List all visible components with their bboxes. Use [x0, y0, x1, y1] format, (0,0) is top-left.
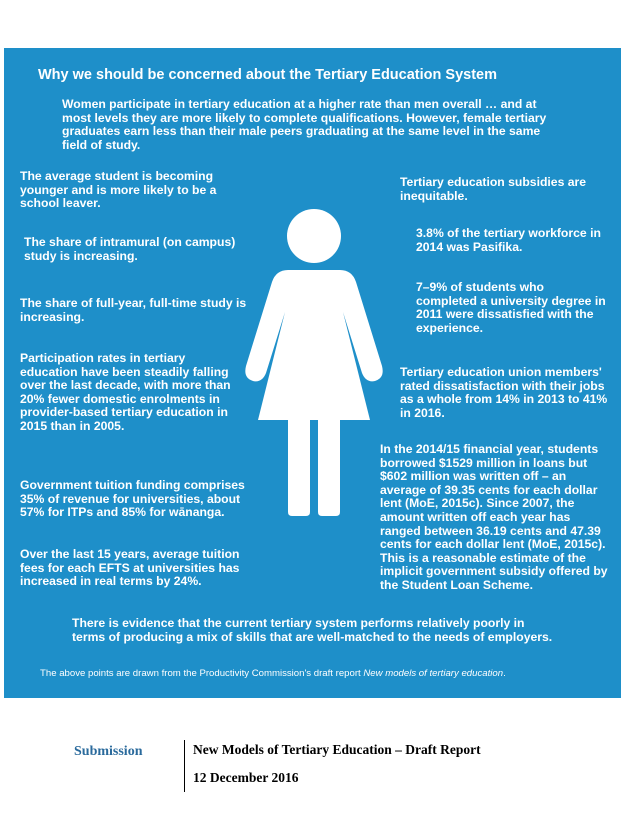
- right-point-5: In the 2014/15 financial year, students borrowed $1529 million in loans but $602 million was written off – an average of 39.35 cents for each dollar lent (MoE, 2015c). Since 2007, the amount written off each year has ranged between 36.19 cents and 47.39 cents for each dollar lent (MoE, 2015c). This is a reasonable estimate of the implicit government subsidy offered by the Student Loan Scheme.: [380, 442, 608, 592]
- left-point-1: The average student is becoming younger and is more likely to be a school leaver.: [20, 169, 217, 211]
- right-point-2: 3.8% of the tertiary workforce in 2014 was Pasifika.: [416, 226, 601, 254]
- source-note: The above points are drawn from the Productivity Commission's draft report New models of tertiary education.: [40, 668, 506, 679]
- right-point-3: 7–9% of students who completed a university degree in 2011 were dissatisfied with the experience.: [416, 280, 606, 335]
- right-point-4: Tertiary education union members' rated dissatisfaction with their jobs as a whole from 14% in 2013 to 41% in 2016.: [400, 365, 608, 420]
- right-point-1: Tertiary education subsidies are inequitable.: [400, 175, 587, 203]
- footer-divider: [184, 740, 185, 792]
- left-point-4: Participation rates in tertiary education have been steadily falling over the last decade, with more than 20% fewer domestic enrolments in provider-based tertiary education in 2015 than in 2005.: [20, 351, 231, 433]
- left-point-6: Over the last 15 years, average tuition fees for each EFTS at universities has increased in real terms by 24%.: [20, 547, 240, 589]
- female-figure-icon: [244, 206, 384, 516]
- intro-text: Women participate in tertiary education at a higher rate than men overall … and at most levels they are more likely to complete qualifications. However, female tertiary graduates earn less than their male peers graduating at the same level in the same field of study.: [62, 97, 547, 152]
- left-point-2: The share of intramural (on campus) study is increasing.: [24, 235, 236, 263]
- left-point-5: Government tuition funding comprises 35% of revenue for universities, about 57% for ITPs and 85% for wānanga.: [20, 478, 245, 520]
- footer-label: Submission: [74, 744, 143, 759]
- infographic-panel: [4, 48, 621, 698]
- conclusion-text: There is evidence that the current tertiary system performs relatively poorly in terms of producing a mix of skills that are well-matched to the needs of employers.: [72, 616, 553, 644]
- left-point-3: The share of full-year, full-time study is increasing.: [20, 296, 247, 324]
- footer-document-title: New Models of Tertiary Education – Draft Report: [193, 742, 481, 757]
- infographic-title: Why we should be concerned about the Tertiary Education System: [38, 67, 497, 83]
- footer-date: 12 December 2016: [193, 770, 299, 785]
